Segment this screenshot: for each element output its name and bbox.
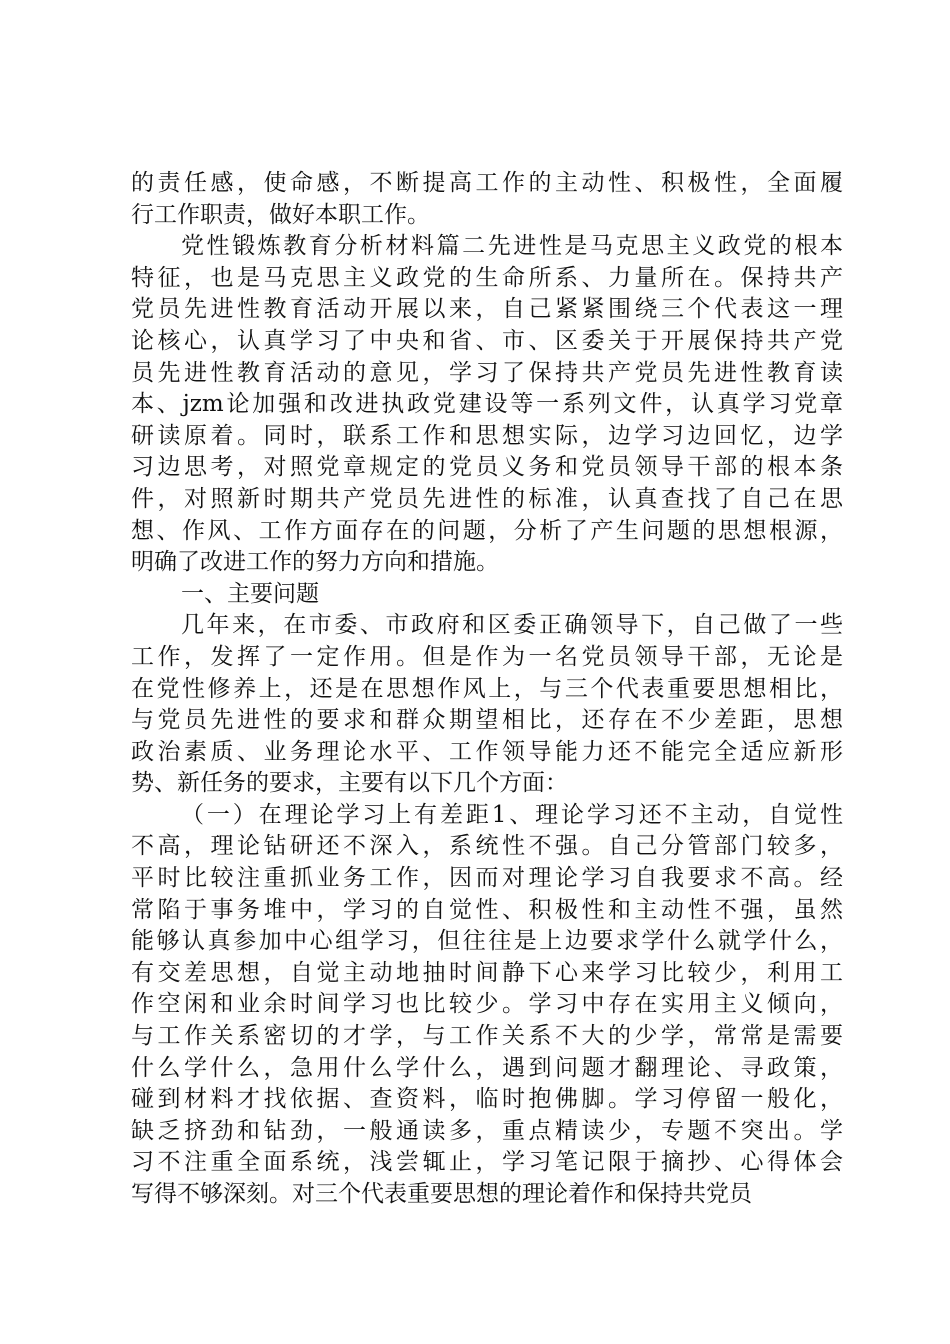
text-line: 党性锻炼教育分析材料篇二先进性是马克思主义政党的根本 xyxy=(181,233,843,260)
text-line: 党员先进性教育活动开展以来，自己紧紧围绕三个代表这一理 xyxy=(131,296,843,323)
paragraph-p4 xyxy=(131,610,843,800)
text-line: 论核心，认真学习了中央和省、市、区委关于开展保持共产党 xyxy=(131,327,843,354)
text-line: 写得不够深刻。对三个代表重要思想的理论着作和保持共党员 xyxy=(131,1181,752,1207)
text-line: 行工作职责，做好本职工作。 xyxy=(131,201,430,228)
text-line: 与党员先进性的要求和群众期望相比，还存在不少差距，思想 xyxy=(131,707,843,734)
text-line: 的责任感，使命感，不断提高工作的主动性、积极性，全面履 xyxy=(131,170,843,196)
paragraph-p5 xyxy=(131,800,843,1211)
text-line: 势、新任务的要求，主要有以下几个方面： xyxy=(131,770,568,797)
text-line: 几年来，在市委、市政府和区委正确领导下，自己做了一些 xyxy=(181,612,843,639)
text-line: 特征，也是马克思主义政党的生命所系、力量所在。保持共产 xyxy=(131,264,843,291)
text-line: 件，对照新时期共产党员先进性的标准，认真查找了自己在思 xyxy=(131,485,843,512)
text-line: 想、作风、工作方面存在的问题，分析了产生问题的思想根源， xyxy=(131,517,843,544)
text-line: 研读原着。同时，联系工作和思想实际，边学习边回忆，边学 xyxy=(131,422,843,449)
text-line: 能够认真参加中心组学习，但往往是上边要求学什么就学什么， xyxy=(131,928,843,955)
document-body xyxy=(131,168,843,1211)
text-line: 员先进性教育活动的意见，学习了保持共产党员先进性教育读 xyxy=(131,359,843,386)
paragraph-p3 xyxy=(131,579,843,611)
text-line: 常陷于事务堆中，学习的自觉性、积极性和主动性不强，虽然 xyxy=(131,896,843,923)
text-line: 与工作关系密切的才学，与工作关系不大的少学，常常是需要 xyxy=(131,1023,843,1050)
text-line: 缺乏挤劲和钻劲，一般通读多，重点精读少，专题不突出。学 xyxy=(131,1117,843,1144)
text-line: 平时比较注重抓业务工作，因而对理论学习自我要求不高。经 xyxy=(131,865,843,892)
paragraph-p2 xyxy=(131,231,843,579)
text-line: 碰到材料才找依据、查资料，临时抱佛脚。学习停留一般化， xyxy=(131,1086,843,1113)
text-line: 有交差思想，自觉主动地抽时间静下心来学习比较少，利用工 xyxy=(131,959,843,986)
text-line: 习不注重全面系统，浅尝辄止，学习笔记限于摘抄、心得体会 xyxy=(131,1149,843,1176)
text-line: 工作，发挥了一定作用。但是作为一名党员领导干部，无论是 xyxy=(131,643,843,670)
paragraph-p1 xyxy=(131,168,843,231)
text-line: （一）在理论学习上有差距1、理论学习还不主动，自觉性 xyxy=(181,801,843,828)
text-line: 不高，理论钻研还不深入，系统性不强。自己分管部门较多， xyxy=(131,833,843,860)
text-line: 一、主要问题 xyxy=(181,580,319,607)
text-line: 在党性修养上，还是在思想作风上，与三个代表重要思想相比， xyxy=(131,675,843,702)
text-line: 政治素质、业务理论水平、工作领导能力还不能完全适应新形 xyxy=(131,738,843,765)
text-line: 什么学什么，急用什么学什么，遇到问题才翻理论、寻政策， xyxy=(131,1054,843,1081)
text-line: 习边思考，对照党章规定的党员义务和党员领导干部的根本条 xyxy=(131,454,843,481)
text-line: 作空闲和业余时间学习也比较少。学习中存在实用主义倾向， xyxy=(131,991,843,1018)
text-line: 本、jzm论加强和改进执政党建设等一系列文件，认真学习党章 xyxy=(131,391,843,418)
text-line: 明确了改进工作的努力方向和措施。 xyxy=(131,549,499,576)
